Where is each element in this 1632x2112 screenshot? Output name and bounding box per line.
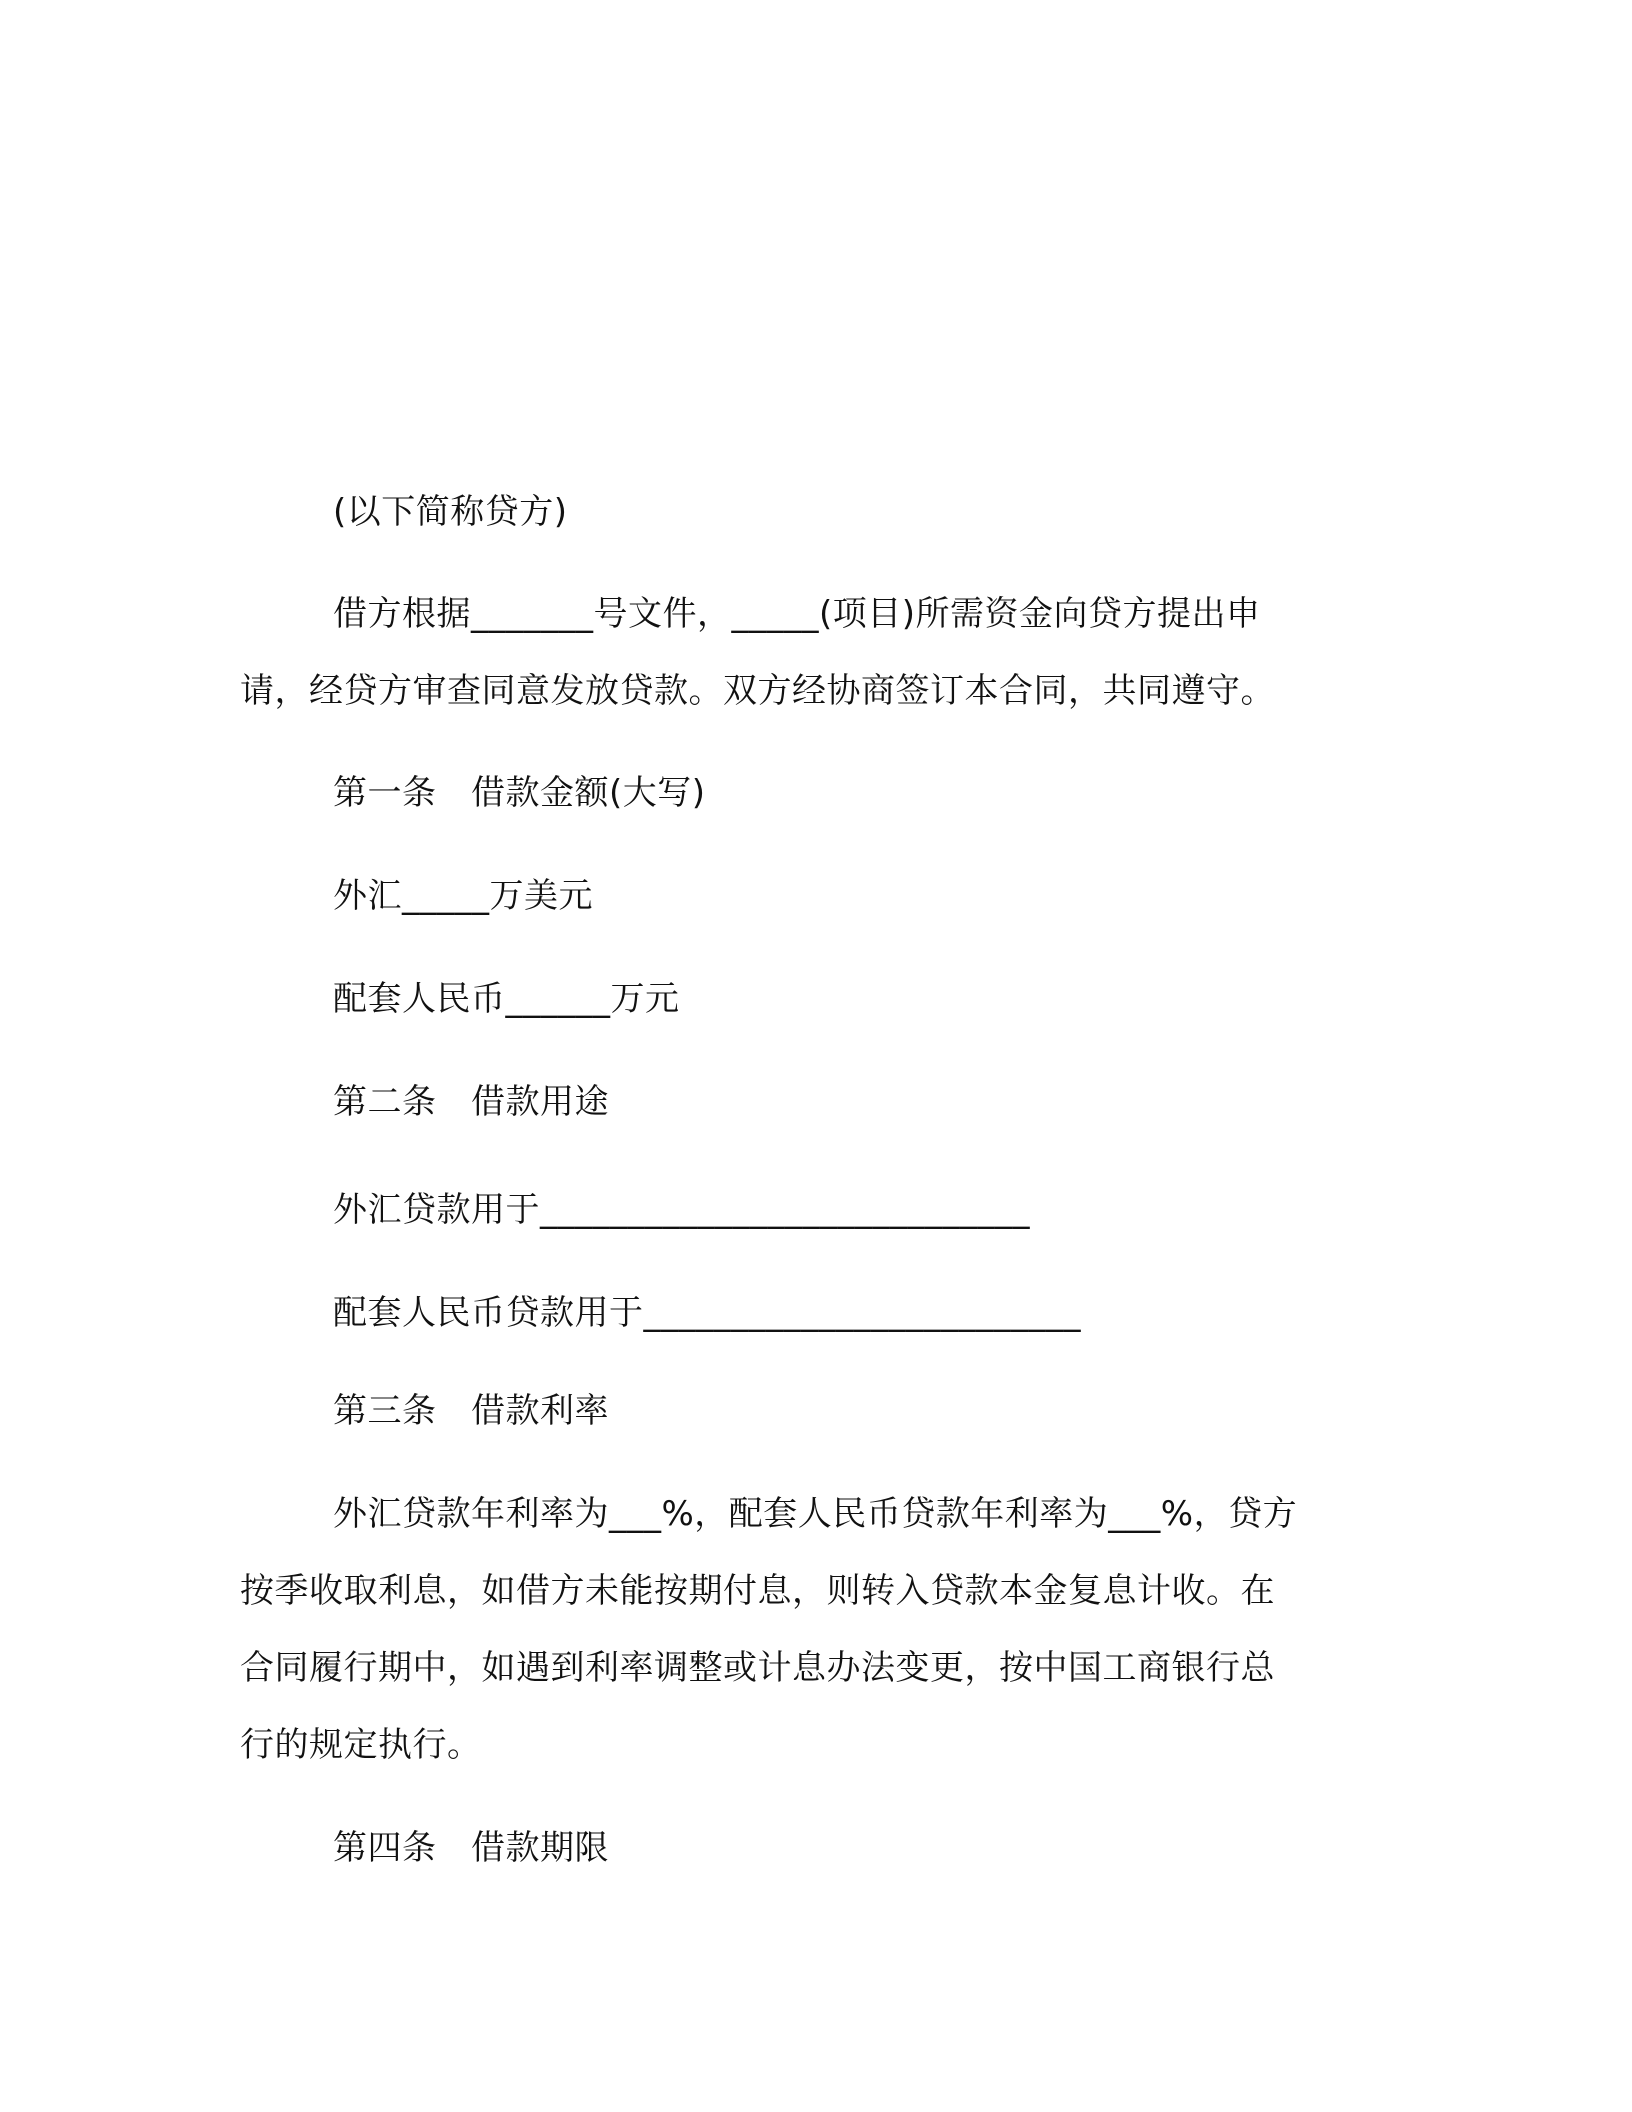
article-3-line-3: 合同履行期中，如遇到利率调整或计息办法变更，按中国工商银行总 [240,1648,1275,1688]
intro-paragraph-line-2: 请，经贷方审查同意发放贷款。双方经协商签订本合同，共同遵守。 [240,671,1275,711]
article-1-rmb-amount: 配套人民币______万元 [333,979,680,1019]
article-3-line-4: 行的规定执行。 [240,1725,482,1765]
article-3-heading: 第三条 借款利率 [333,1391,609,1431]
article-3-line-2: 按季收取利息，如借方未能按期付息，则转入贷款本金复息计收。在 [240,1571,1275,1611]
article-2-rmb-usage: 配套人民币贷款用于_________________________ [333,1293,1081,1333]
article-1-foreign-amount: 外汇_____万美元 [333,876,593,916]
lender-abbreviation-note: (以下简称贷方) [333,492,568,532]
intro-paragraph-line-1: 借方根据_______号文件，_____(项目)所需资金向贷方提出申 [333,594,1261,634]
article-2-foreign-usage: 外汇贷款用于____________________________ [333,1190,1030,1230]
article-1-heading: 第一条 借款金额(大写) [333,773,706,813]
article-3-line-1: 外汇贷款年利率为___%，配套人民币贷款年利率为___%，贷方 [333,1494,1298,1534]
article-2-heading: 第二条 借款用途 [333,1082,609,1122]
article-4-heading: 第四条 借款期限 [333,1828,609,1868]
